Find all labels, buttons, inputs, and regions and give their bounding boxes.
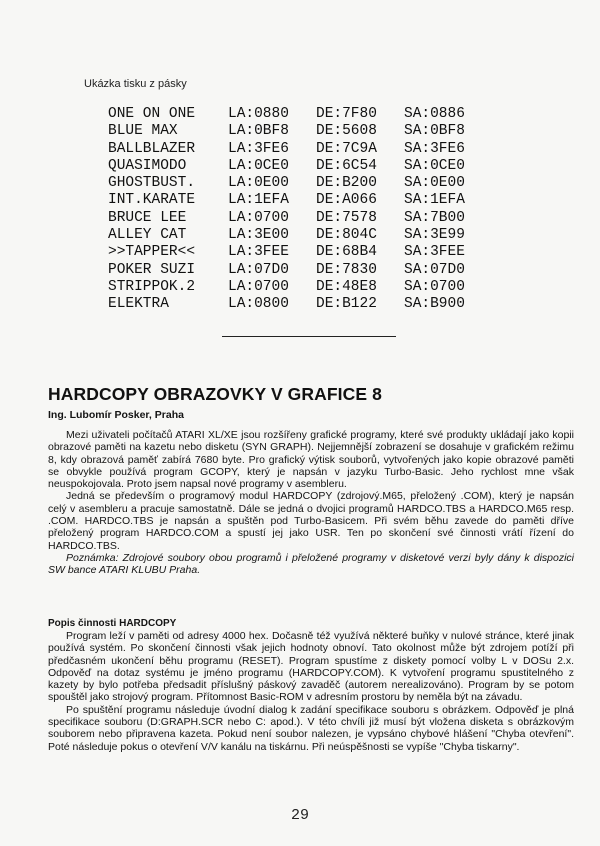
program-name: BALLBLAZER (108, 140, 196, 157)
load-address: LA:0880 (228, 106, 289, 122)
load-address: LA:0E00 (228, 175, 289, 192)
listing-caption: Ukázka tisku z pásky (84, 78, 187, 90)
load-address: LA:0800 (228, 296, 289, 313)
listing-row (108, 158, 484, 175)
start-address: SA:0886 (404, 106, 465, 122)
page-number: 29 (290, 807, 309, 824)
section-heading: Popis činnosti HARDCOPY (48, 618, 177, 629)
start-address: SA:B900 (404, 296, 465, 313)
end-address: DE:B200 (316, 175, 377, 192)
note-paragraph: Poznámka: Zdrojové soubory obou programů i přeložené programy v disketové verzi byly dány k dispozici SW bance ATARI KLUBU Praha. (48, 551, 574, 577)
program-name: INT.KARATE (108, 192, 196, 209)
program-name: ELEKTRA (108, 296, 169, 313)
article-intro (48, 429, 574, 577)
load-address: LA:0CE0 (228, 157, 289, 174)
end-address: DE:6C54 (316, 157, 377, 174)
program-name: BLUE MAX (108, 123, 178, 140)
paragraph: Mezi uživateli počítačů ATARI XL/XE jsou rozšířeny grafické programy, které své produkty ukládají jako kopii obrazové paměti na kazetu nebo disketu (SYN GRAPH). Nejjemnější zobrazení se dosahuje v grafickém režimu 8, kdy obrazová paměť zabírá 7680 byte. Pro grafický výtisk souborů, vytvořených jako kopie obrazové paměti se obvykle používá program GCOPY, který je napsán v jazyku Turbo-Basic. Jeho rychlost mne však neuspokojovala. Proto jsem napsal nové programy v asembleru. (48, 429, 574, 491)
article-section (48, 618, 574, 753)
end-address: DE:48E8 (316, 278, 377, 295)
load-address: LA:3FEE (228, 244, 289, 261)
load-address: LA:1EFA (228, 192, 289, 209)
listing-row (108, 262, 484, 279)
start-address: SA:3E99 (404, 227, 465, 244)
start-address: SA:3FEE (404, 244, 465, 261)
listing-row (108, 106, 484, 123)
end-address: DE:B122 (316, 296, 377, 313)
program-name: POKER SUZI (108, 261, 196, 278)
load-address: LA:0BF8 (228, 123, 289, 140)
start-address: SA:1EFA (404, 192, 465, 209)
program-name: GHOSTBUST. (108, 175, 196, 192)
start-address: SA:07D0 (404, 261, 465, 278)
program-name: ONE ON ONE (108, 106, 196, 122)
end-address: DE:804C (316, 227, 377, 244)
load-address: LA:0700 (228, 278, 289, 295)
article-author: Ing. Lubomír Posker, Praha (48, 409, 184, 421)
start-address: SA:7B00 (404, 209, 465, 226)
load-address: LA:0700 (228, 209, 289, 226)
paragraph: Program leží v paměti od adresy 4000 hex. Dočasně též využívá některé buňky v nulové stránce, které jinak používá systém. Po skončení činnosti však jejich hodnoty obnoví. Tato okolnost může být zdrojem potíží při předčasném ukončení běhu programu (RESET). Program spustíme z diskety pomocí volby L v DOSu 2.x. Odpověď na dotaz systému je jméno programu (HARDCOPY.COM). K vytvoření programu spustitelného z kazety by bylo potřeba předsadit příslušný páskový zavaděč (autorem nerealizováno). Program by se potom spouštěl jako strojový program. Přítomnost Basic-ROM v adresním prostoru by neměla být na závadu. (48, 630, 574, 704)
start-address: SA:3FE6 (404, 140, 465, 157)
end-address: DE:5608 (316, 123, 377, 140)
load-address: LA:3FE6 (228, 140, 289, 157)
program-name: ALLEY CAT (108, 227, 187, 244)
listing-row (108, 175, 484, 192)
load-address: LA:3E00 (228, 227, 289, 244)
listing-row (108, 244, 484, 261)
program-name: STRIPPOK.2 (108, 278, 196, 295)
program-name: >>TAPPER<< (108, 244, 196, 261)
listing-row (108, 210, 484, 227)
start-address: SA:0700 (404, 278, 465, 295)
start-address: SA:0CE0 (404, 157, 465, 174)
end-address: DE:7C9A (316, 140, 377, 157)
listing-row (108, 123, 484, 140)
end-address: DE:68B4 (316, 244, 377, 261)
end-address: DE:7F80 (316, 106, 377, 122)
start-address: SA:0E00 (404, 175, 465, 192)
listing-row (108, 141, 484, 158)
program-name: BRUCE LEE (108, 209, 187, 226)
listing-row (108, 279, 484, 296)
paragraph: Jedná se především o programový modul HARDCOPY (zdrojový.M65, přeložený .COM), který je napsán celý v asembleru a pracuje samostatně. Dále se jedná o dvojici programů HARDCO.TBS a HARDCO.M65 resp. .COM. HARDCO.TBS je napsán a spuštěn pod Turbo-Basicem. Při svém běhu zavede do paměti dříve přeložený program HARDCO.COM a spustí jej jako USR. Ten po skončení své činnosti vrátí řízení do HARDCO.TBS. (48, 490, 574, 552)
start-address: SA:0BF8 (404, 123, 465, 140)
tape-listing (108, 106, 484, 314)
listing-row (108, 192, 484, 209)
program-name: QUASIMODO (108, 157, 187, 174)
article-title: HARDCOPY OBRAZOVKY V GRAFICE 8 (48, 384, 382, 404)
listing-row (108, 227, 484, 244)
paragraph: Po spuštění programu následuje úvodní dialog k zadání specifikace souboru s obrázkem. Odpověď je plná specifikace souboru (D:GRAPH.SCR nebo C: apod.). V této chvíli již musí být vložena disketa s obrázkovým souborem nebo připravena kazeta. Pokud není soubor nalezen, je vypsáno chybové hlášení "Chyba otevření". Poté následuje pokus o otevření V/V kanálu na tiskárnu. Při neúspěšnosti se vypíše "Chyba tiskarny". (48, 703, 574, 753)
separator-rule (222, 336, 396, 337)
listing-row (108, 296, 484, 313)
load-address: LA:07D0 (228, 261, 289, 278)
end-address: DE:A066 (316, 192, 377, 209)
end-address: DE:7830 (316, 261, 377, 278)
end-address: DE:7578 (316, 209, 377, 226)
